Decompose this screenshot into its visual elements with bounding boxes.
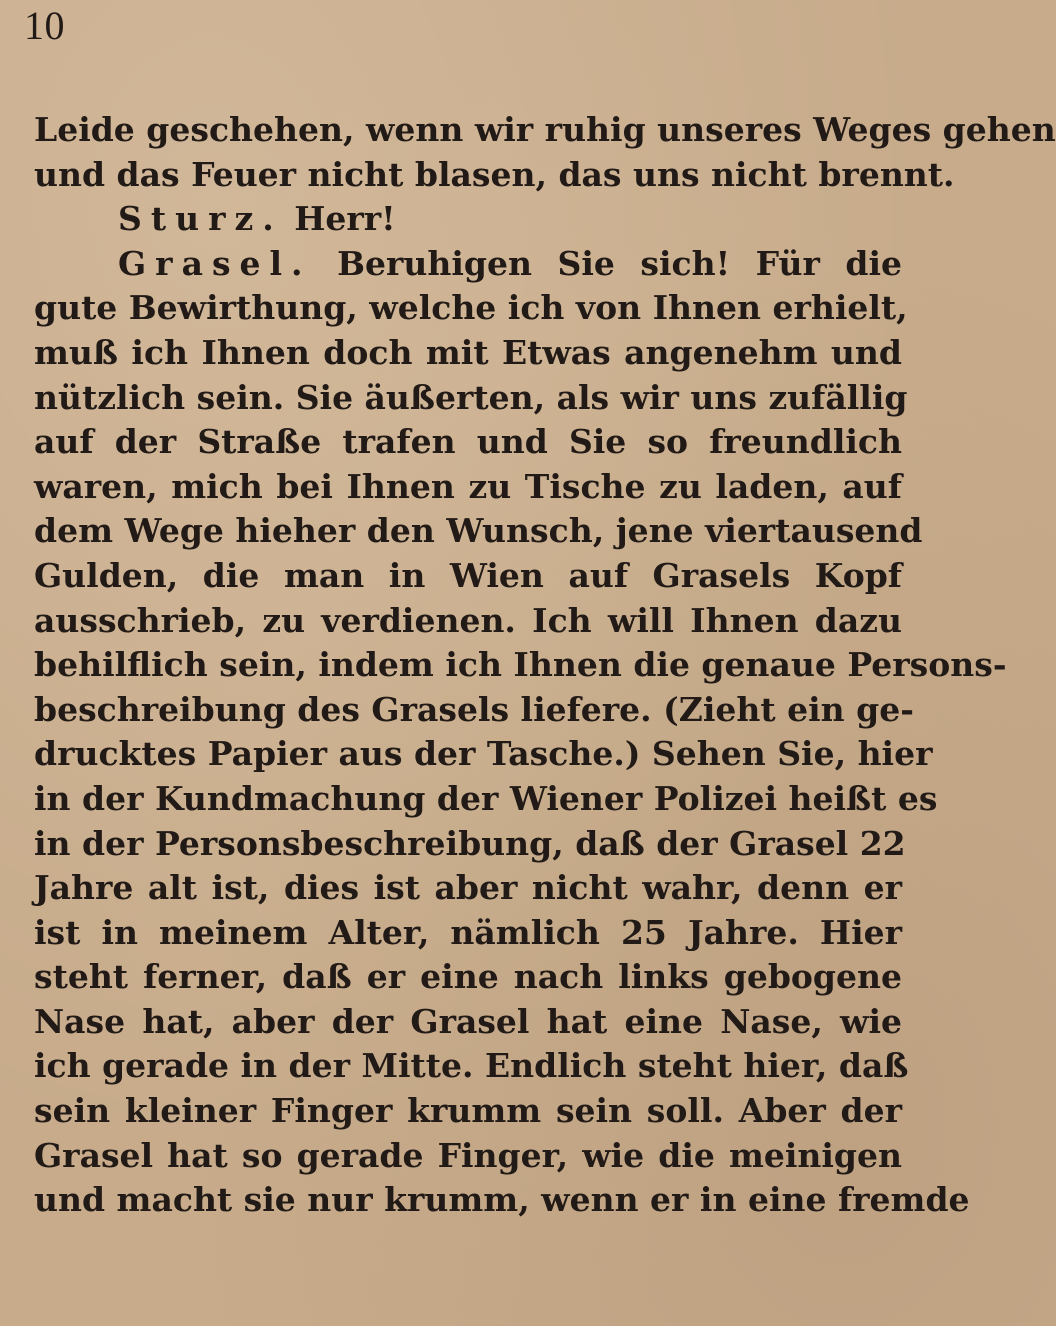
speech-text: Beruhigen Sie sich! Für die — [337, 243, 902, 283]
text-line: Gulden, die man in Wien auf Grasels Kopf — [34, 555, 902, 595]
text-line: beschreibung des Grasels liefere. (Zieht ein ge- — [34, 689, 914, 729]
speaker-name: Grasel. — [118, 243, 312, 283]
text-line: nützlich sein. Sie äußerten, als wir uns zufällig — [34, 377, 908, 417]
text-line: behilflich sein, indem ich Ihnen die genaue Persons- — [34, 645, 1007, 685]
text-line: steht ferner, daß er eine nach links gebogene — [34, 957, 902, 997]
text-line: Jahre alt ist, dies ist aber nicht wahr, denn er — [34, 868, 902, 908]
speech-text: Herr! — [294, 199, 396, 239]
text-line: sein kleiner Finger krumm sein soll. Aber der — [34, 1091, 902, 1131]
text-line: Leide geschehen, wenn wir ruhig unseres Weges gehen — [34, 110, 1056, 149]
page-number: 10 — [24, 3, 65, 48]
text-line: dem Wege hieher den Wunsch, jene viertausend — [34, 511, 923, 551]
text-line: ich gerade in der Mitte. Endlich steht hier, daß — [34, 1046, 909, 1086]
speech-line-sturz — [34, 197, 902, 242]
text-line: Nase hat, aber der Grasel hat eine Nase, wie — [34, 1001, 902, 1041]
text-line: gute Bewirthung, welche ich von Ihnen erhielt, — [34, 288, 908, 328]
text-line: muß ich Ihnen doch mit Etwas angenehm und — [34, 332, 902, 372]
text-line: waren, mich bei Ihnen zu Tische zu laden, auf — [34, 466, 902, 506]
text-line: ist in meinem Alter, nämlich 25 Jahre. Hier — [34, 912, 902, 952]
text-line: in der Personsbeschreibung, daß der Grasel 22 — [34, 823, 906, 863]
text-line: in der Kundmachung der Wiener Polizei heißt es — [34, 778, 938, 818]
speech-line-grasel — [34, 242, 902, 287]
text-line: auf der Straße trafen und Sie so freundlich — [34, 422, 902, 462]
text-line: ausschrieb, zu verdienen. Ich will Ihnen dazu — [34, 600, 902, 640]
text-line: drucktes Papier aus der Tasche.) Sehen Sie, hier — [34, 734, 933, 774]
speaker-name: Sturz. — [118, 199, 283, 239]
text-line: und macht sie nur krumm, wenn er in eine fremde — [34, 1180, 970, 1220]
text-line: Grasel hat so gerade Finger, wie die meinigen — [34, 1135, 902, 1175]
text-line: und das Feuer nicht blasen, das uns nicht brennt. — [34, 154, 955, 194]
body-text — [34, 108, 1056, 1223]
